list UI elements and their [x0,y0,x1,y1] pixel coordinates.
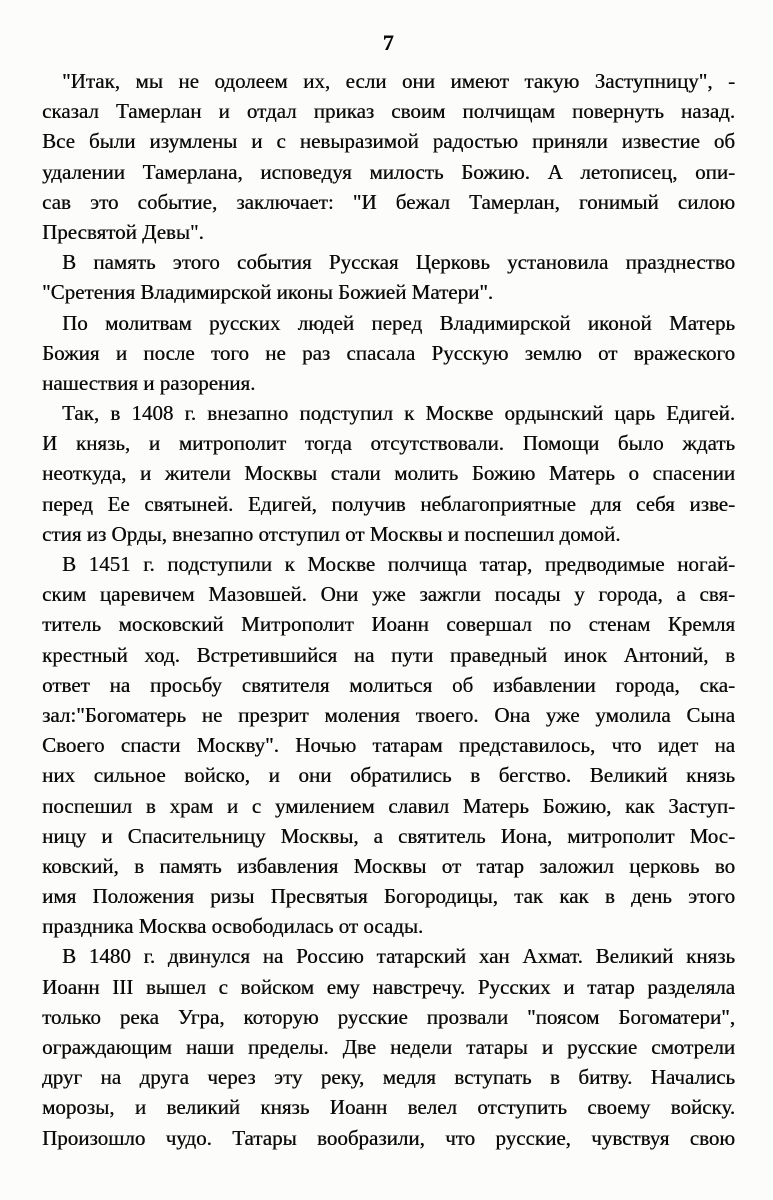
text-line: стия из Орды, внезапно отступил от Москвы и поспешил домой. [42,521,621,546]
text-line: Иоанн III вышел с войском ему навстречу. Русских и татар разделяла [42,974,735,999]
text-line: ответ на просьбу святителя молиться об избавлении города, ска- [42,672,735,697]
text-line: По молитвам русских людей перед Владимирской иконой Матерь [62,310,735,335]
text-line: Пресвятой Девы". [42,219,204,244]
text-line: Все были изумлены и с невыразимой радостью приняли известие об [42,129,735,154]
text-line: В 1451 г. подступили к Москве полчища татар, предводимые ногай- [62,552,735,576]
text-line: имя Положения ризы Пресвятыя Богородицы, так как в день этого [42,884,735,909]
text-line: титель московский Митрополит Иоанн совершал по стенам Кремля [42,612,735,637]
text-line: нашествия и разорения. [42,370,256,395]
text-line: ограждающим наши пределы. Две недели татары и русские смотрели [42,1035,735,1059]
text-line: сав это событие, заключает: "И бежал Тамерлан, гонимый силою [42,189,735,214]
text-line: "Сретения Владимирской иконы Божией Матери". [42,280,494,305]
text-line: крестный ход. Встретившийся на пути праведный инок Антоний, в [42,642,735,667]
text-line: В 1480 г. двинулся на Россию татарский хан Ахмат. Великий князь [62,944,735,969]
text-line: них сильное войско, и они обратились в бегство. Великий князь [42,763,735,788]
text-line: друг на друга через эту реку, медля вступать в битву. Начались [42,1065,735,1090]
text-line: Так, в 1408 г. внезапно подступил к Москве ордынский царь Едигей. [62,401,735,426]
text-line: перед Ее святыней. Едигей, получив неблагоприятные для себя изве- [42,491,735,516]
page-number: 7 [382,30,395,55]
text-line: "Итак, мы не одолеем их, если они имеют такую Заступницу", - [62,69,735,93]
text-line: Произошло чудо. Татары вообразили, что русские, чувствуя свою [42,1125,735,1150]
text-line: В память этого события Русская Церковь установила празднество [62,250,735,275]
page-text [42,66,735,1153]
text-line: праздника Москва освободилась от осады. [42,914,424,939]
text-line: Божия и после того не раз спасала Русскую землю от вражеского [42,340,735,365]
text-line: ковский, в память избавления Москвы от татар заложил церковь во [42,853,735,878]
paragraph [42,398,735,549]
text-line: сказал Тамерлан и отдал приказ своим полчищам повернуть назад. [42,99,735,124]
text-line: морозы, и великий князь Иоанн велел отступить своему войску. [42,1095,735,1120]
text-line: зал:"Богоматерь не презрит моления твоего. Она уже умолила Сына [42,702,735,727]
text-line: Своего спасти Москву". Ночью татарам представилось, что идет на [42,733,735,758]
paragraph [42,941,735,1152]
text-line: удалении Тамерлана, исповедуя милость Божию. А летописец, опи- [42,159,735,184]
paragraph [42,66,735,247]
text-line: неоткуда, и жители Москвы стали молить Божию Матерь о спасении [42,461,735,486]
paragraph [42,308,735,399]
text-line: поспешил в храм и с умилением славил Матерь Божию, как Заступ- [42,793,735,818]
paragraph [42,549,735,941]
text-line: И князь, и митрополит тогда отсутствовали. Помощи было ждать [42,431,735,456]
text-line: ским царевичем Мазовшей. Они уже зажгли посады у города, а свя- [42,582,735,607]
text-line: только река Угра, которую русские прозвали "поясом Богоматери", [42,1004,735,1029]
paragraph [42,247,735,307]
text-line: ницу и Спасительницу Москвы, а святитель Иона, митрополит Мос- [42,823,735,848]
